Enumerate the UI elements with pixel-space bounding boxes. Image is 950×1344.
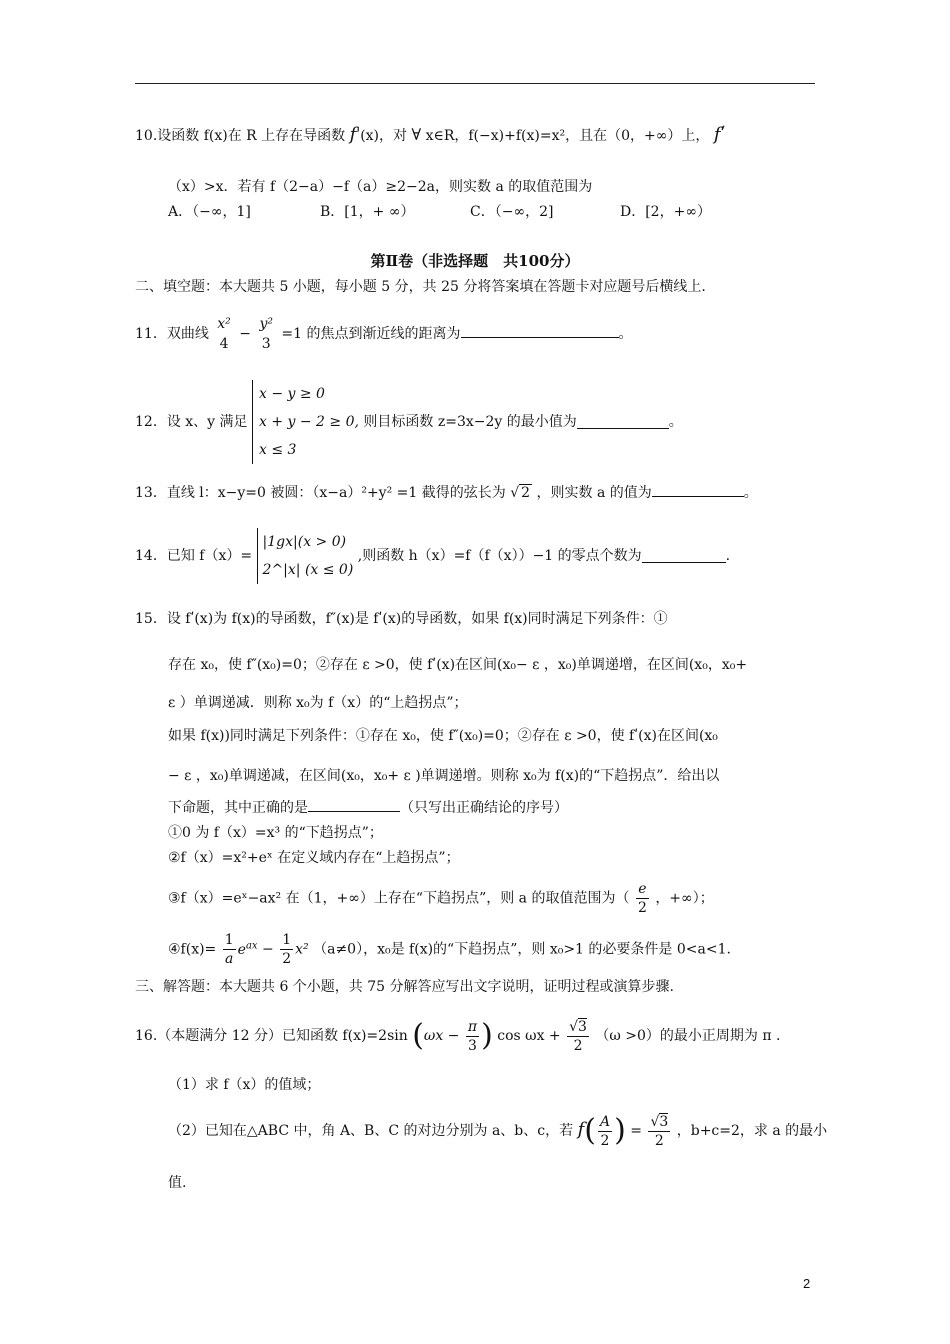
- frac-1-2: $\frac{1}{2}$: [282, 932, 292, 968]
- choice-d: D．[2，+∞）: [620, 204, 711, 220]
- header-rule: [135, 83, 815, 84]
- q10-text-b: ʹ(x)，对: [356, 128, 408, 144]
- q15-line4: 如果 f(x))同时满足下列条件：①存在 x₀，使 f″(x₀)=0；②存在 ε >0，使 fʹ(x)在区间(x₀: [168, 728, 718, 744]
- answer-blank: [642, 550, 726, 563]
- sqrt-2: √ 2: [510, 485, 531, 501]
- answer-blank: [577, 416, 669, 429]
- answer-blank: [308, 799, 400, 812]
- q11-suffix: 的焦点到渐近线的距离为: [306, 326, 461, 342]
- section2-intro: 二、填空题：本大题共 5 小题，每小题 5 分，共 25 分将答案填在答题卡对应题号后横线上.: [135, 279, 706, 295]
- q15-option4: ④f(x)= $\frac{1}{a}$ $e^{ax}$ − $\frac{1}{2}$ x² （a≠0），x₀是 f(x)的“下趋拐点”，则 x₀>1 的必要条件是 0<a<1.: [168, 932, 731, 968]
- q15-line5: − ε ，x₀)单调递减，在区间(x₀，x₀+ ε )单调递增。则称 x₀为 f(x)的“下趋拐点”．给出以: [168, 768, 720, 784]
- q15-line2: 存在 x₀，使 f″(x₀)=0；②存在 ε >0，使 fʹ(x)在区间(x₀− ε ，x₀)单调递增，在区间(x₀，x₀+: [168, 657, 748, 673]
- q12-suffix: 则目标函数 z=3x−2y 的最小值为: [363, 414, 577, 430]
- q15-line1: 15．设 fʹ(x)为 f(x)的导函数，f″(x)是 fʹ(x)的导函数，如果 f(x)同时满足下列条件：①: [135, 611, 668, 627]
- q10-line2: （x）>x．若有 f（2−a）−f（a）≥2−2a，则实数 a 的取值范围为: [168, 179, 593, 195]
- q12: 12．设 x、y 满足 x − y ≥ 0 x + y − 2 ≥ 0, x ≤ 3 则目标函数 z=3x−2y 的最小值为 。: [135, 380, 683, 464]
- q16-part2-end: 值.: [168, 1175, 187, 1191]
- q10-line1: [135, 125, 726, 146]
- q13: 13．直线 l：x−y=0 被圆：（x−a）²+y² =1 截得的弦长为 √ 2 ，则实数 a 的值为 。: [135, 485, 758, 501]
- q13-suffix: ，则实数 a 的值为: [536, 485, 652, 501]
- q15-option1: ①0 为 f（x）=x³ 的“下趋拐点”；: [168, 825, 383, 841]
- page-number: 2: [803, 1276, 811, 1291]
- q14: 14．已知 f（x）= |1gx|(x > 0) 2^|x| (x ≤ 0) ,则函数 h（x）=f（f（x））−1 的零点个数为 .: [135, 528, 730, 584]
- section2-title: 第Ⅱ卷（非选择题 共100分）: [370, 252, 580, 270]
- q16-part2: （2）已知在△ABC 中，角 A、B、C 的对边分别为 a、b、c，若 f( $\frac{A}{2}$ ) = $\frac{√3}{2}$ ，b+c=2，求 a 的最小: [168, 1113, 828, 1149]
- f-symbol: f: [349, 124, 357, 145]
- q14-suffix: ,则函数 h（x）=f（f（x））−1 的零点个数为: [357, 548, 642, 564]
- q11-frac-x: x² 4: [217, 316, 231, 352]
- forall-symbol: ∀: [411, 125, 422, 144]
- section3-intro: 三、解答题：本大题共 6 个小题，共 75 分解答应写出文字说明，证明过程或演算步骤.: [135, 979, 674, 995]
- choice-c: C．（−∞，2]: [470, 204, 554, 220]
- f-symbol: fʹ: [713, 124, 726, 145]
- q12-system: x − y ≥ 0 x + y − 2 ≥ 0, x ≤ 3: [252, 380, 359, 464]
- frac-a-2: $\frac{A}{2}$: [599, 1113, 611, 1149]
- frac-e-2: $\frac{e}{2}$: [637, 881, 647, 916]
- q15-line6: 下命题，其中正确的是 （只写出正确结论的序号）: [168, 800, 568, 816]
- q13-text: 13．直线 l：x−y=0 被圆：（x−a）²+y² =1 截得的弦长为: [135, 485, 506, 501]
- q14-piecewise: |1gx|(x > 0) 2^|x| (x ≤ 0): [257, 528, 354, 584]
- q16-part1: （1）求 f（x）的值域；: [168, 1077, 321, 1093]
- q15-option2: ②f（x）=x²+eˣ 在定义域内存在“上趋拐点”；: [168, 850, 460, 866]
- q15-line3: ε ）单调递减．则称 x₀为 f（x）的“上趋拐点”；: [168, 695, 468, 711]
- choice-b: B．[1，+ ∞）: [320, 204, 415, 220]
- answer-blank: [461, 325, 619, 338]
- choice-a: A．（−∞，1]: [168, 204, 251, 220]
- q16-prefix: 16.（本题满分 12 分）已知函数 f(x)=2sin: [135, 1028, 408, 1044]
- frac-sqrt3-2: $\frac{√3}{2}$: [650, 1113, 669, 1149]
- q16: 16.（本题满分 12 分）已知函数 f(x)=2sin (ωx − $\frac{\pi}{3}$ ) cos ωx + $\frac{√3}{2}$ （ω >0）的最小正周期为 π .: [135, 1018, 781, 1054]
- q15-option3: ③f（x）=eˣ−ax² 在（1，+∞）上存在“下趋拐点”，则 a 的取值范围为（ $\frac{e}{2}$ ，+∞）；: [168, 881, 714, 916]
- q14-prefix: 14．已知 f（x）=: [135, 548, 253, 564]
- frac-1-a: $\frac{1}{a}$: [224, 932, 234, 968]
- frac-sqrt3-2: $\frac{√3}{2}$: [569, 1018, 587, 1054]
- q12-prefix: 12．设 x、y 满足: [135, 414, 248, 430]
- q11-frac-y: y² 3: [259, 316, 273, 352]
- q10-text-c: x∈R，f(−x)+f(x)=x²，且在（0，+∞）上，: [425, 128, 710, 144]
- frac-pi-3: $\frac{\pi}{3}$: [467, 1018, 478, 1054]
- q11-prefix: 11．双曲线: [135, 326, 209, 342]
- answer-blank: [652, 484, 744, 497]
- q11: 11．双曲线 x² 4 − y² 3 =1 的焦点到渐近线的距离为 。: [135, 316, 633, 352]
- q10-text: 10.设函数 f(x)在 R 上存在导函数: [135, 128, 346, 144]
